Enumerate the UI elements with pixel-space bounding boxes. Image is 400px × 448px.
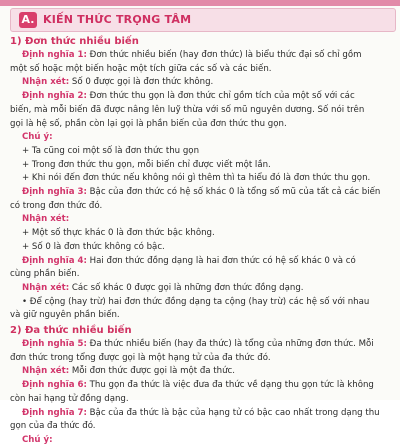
remark-1-text: Số 0 được gọi là đơn thức không. [71, 77, 214, 88]
remark-1-label: Nhận xét: [22, 77, 70, 88]
definition-6-text-1: Thu gọn đa thức là việc đưa đa thức về dạng thu gọn tức là không [89, 380, 374, 391]
subsection-title-2: 2) Đa thức nhiều biến [10, 325, 132, 337]
definition-1-line-1 [10, 49, 394, 63]
definition-3-label: Định nghĩa 3: [22, 187, 87, 198]
note-1-item-3: + Khi nói đến đơn thức nếu không nói gì thêm thì ta hiểu đó là đơn thức thu gọn. [22, 173, 371, 184]
note-1-label: Chú ý: [22, 132, 53, 143]
definition-2-line-1 [10, 90, 394, 104]
definition-3-line-1 [10, 186, 394, 200]
remark-4-label: Nhận xét: [22, 366, 70, 377]
definition-2-label: Định nghĩa 2: [22, 91, 87, 102]
section-header [10, 8, 396, 32]
definition-1-text-2: một số hoặc một biến hoặc một tích giữa các số và các biến. [10, 63, 272, 74]
definition-1-label: Định nghĩa 1: [22, 50, 87, 60]
definition-6-text-2: còn hai hạng tử đồng dạng. [10, 393, 129, 404]
remark-1 [10, 76, 394, 90]
definition-6-line-1 [10, 379, 394, 393]
definition-2-text-1: Đơn thức thu gọn là đơn thức chỉ gồm tích của một số với các [89, 91, 355, 102]
note-2-label: Chú ý: [22, 434, 53, 445]
definition-5-text-2: đơn thức trong tổng được gọi là một hạng tử của đa thức đó. [10, 352, 271, 363]
section-badge: A. [19, 12, 37, 28]
definition-3-text-1: Bậc của đơn thức có hệ số khác 0 là tổng số mũ của tất cả các biến [89, 187, 381, 198]
definition-7-text-1: Bậc của đa thức là bậc của hạng tử có bậc cao nhất trong dạng thu [89, 407, 380, 418]
definition-7-label: Định nghĩa 7: [22, 407, 87, 418]
note-1-item-1: + Ta cũng coi một số là đơn thức thu gọn [22, 145, 200, 156]
definition-4-text-2: cùng phần biến. [10, 269, 80, 280]
definition-2-text-3: gọi là hệ số, phần còn lại gọi là phần biến của đơn thức thu gọn. [10, 118, 287, 129]
note-1-item-2: + Trong đơn thức thu gọn, mỗi biến chỉ được viết một lần. [22, 159, 271, 170]
definition-3-text-2: có trong đơn thức đó. [10, 200, 103, 211]
definition-5-line-1 [10, 338, 394, 352]
remark-3-bullet-2: và giữ nguyên phần biến. [10, 310, 120, 321]
remark-3-text: Các số khác 0 được gọi là những đơn thức đồng dạng. [71, 282, 304, 293]
remark-4-text: Mỗi đơn thức được gọi là một đa thức. [71, 366, 236, 377]
definition-7-text-2: gọn của đa thức đó. [10, 421, 96, 432]
subsection-title-1: 1) Đơn thức nhiều biến [10, 36, 139, 47]
section-title: KIẾN THỨC TRỌNG TÂM [43, 13, 192, 26]
definition-4-label: Định nghĩa 4: [22, 255, 87, 266]
main-content [10, 34, 394, 445]
remark-2-label: Nhận xét: [22, 214, 70, 225]
definition-7-line-1 [10, 407, 394, 421]
definition-4-text-1: Hai đơn thức đồng dạng là hai đơn thức có hệ số khác 0 và có [89, 255, 356, 266]
top-color-band [0, 0, 400, 6]
remark-3-label: Nhận xét: [22, 282, 70, 293]
definition-1-text-1: Đơn thức nhiều biến (hay đơn thức) là biểu thức đại số chỉ gồm [89, 50, 362, 60]
definition-4-line-1 [10, 255, 394, 269]
definition-2-text-2: biến, mà mỗi biến đã được nâng lên luỹ thừa với số mũ nguyên dương. Số nói trên [10, 104, 365, 115]
remark-3 [10, 282, 394, 296]
remark-3-bullet-1: • Để cộng (hay trừ) hai đơn thức đồng dạng ta cộng (hay trừ) các hệ số với nhau [22, 296, 370, 307]
definition-6-label: Định nghĩa 6: [22, 380, 87, 391]
remark-2-item-1: + Một số thực khác 0 là đơn thức bậc không. [22, 228, 215, 239]
remark-4 [10, 365, 394, 379]
remark-2-item-2: + Số 0 là đơn thức không có bậc. [22, 241, 165, 252]
definition-5-label: Định nghĩa 5: [22, 339, 87, 350]
definition-5-text-1: Đa thức nhiều biến (hay đa thức) là tổng của những đơn thức. Mỗi [89, 339, 374, 350]
